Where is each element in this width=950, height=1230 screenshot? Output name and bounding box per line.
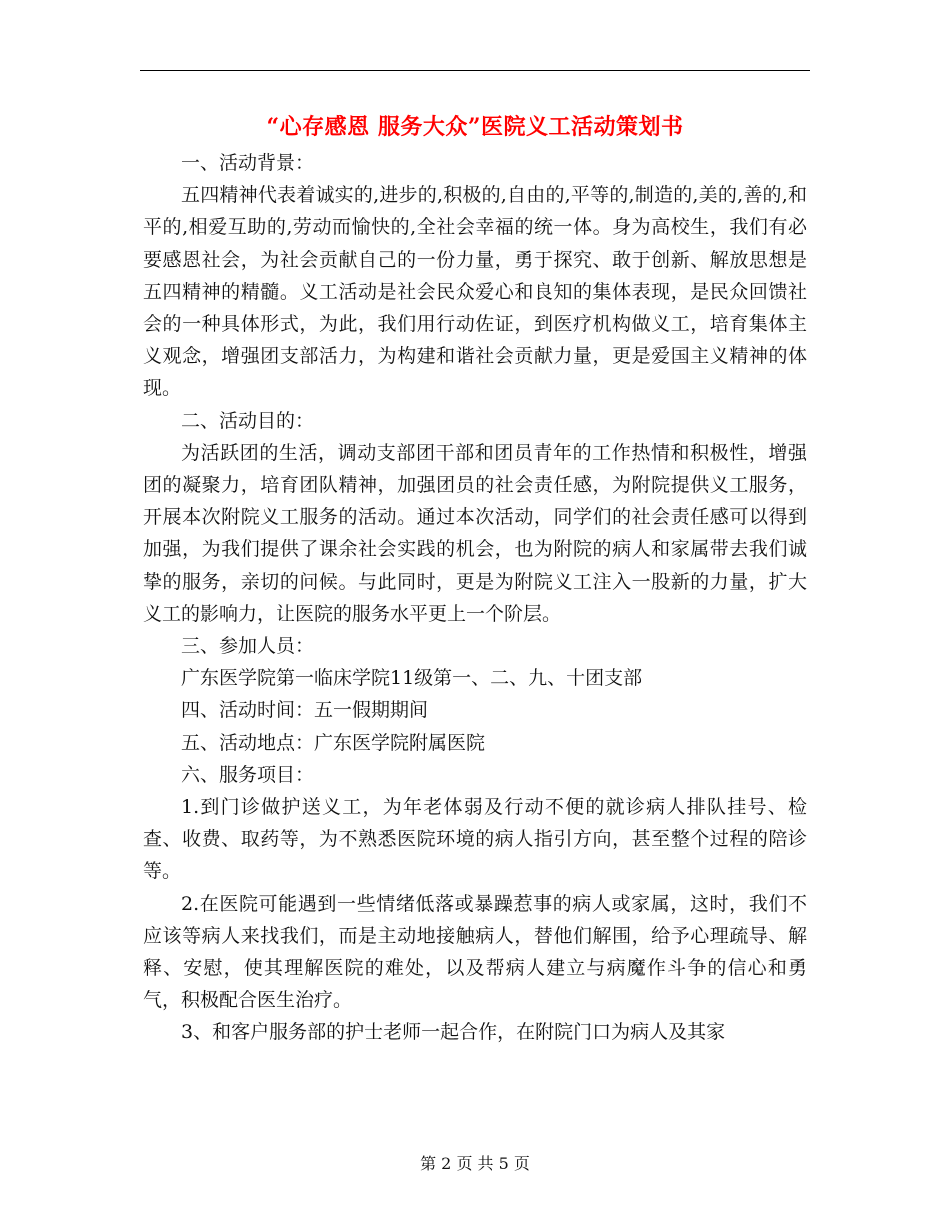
section-heading-purpose: 二、活动目的： xyxy=(181,409,315,432)
section-heading-services: 六、服务项目： xyxy=(181,763,315,786)
service-item-3: 3、和客户服务部的护士老师一起合作，在附院门口为病人及其家 xyxy=(181,1021,726,1044)
footer-page-middle: 页 共 xyxy=(456,1154,494,1173)
service-item-2: 2.在医院可能遇到一些情绪低落或暴躁惹事的病人或家属，这时，我们不应该等病人来找我们，而是主动地接触病人，替他们解围，给予心理疏导、解释、安慰，使其理解医院的难处，以及帮病人建立与病魔作斗争的信心和勇气，积极配合医生治疗。 xyxy=(143,892,807,1012)
paragraph-purpose: 为活跃团的生活，调动支部团干部和团员青年的工作热情和积极性，增强团的凝聚力，培育团队精神，加强团员的社会责任感，为附院提供义工服务，开展本次附院义工服务的活动。通过本次活动，同学们的社会责任感可以得到加强，为我们提供了课余社会实践的机会，也为附院的病人和家属带去我们诚挚的服务，亲切的问候。与此同时，更是为附院义工注入一股新的力量，扩大义工的影响力，让医院的服务水平更上一个阶层。 xyxy=(143,441,807,625)
section-heading-participants: 三、参加人员： xyxy=(181,635,315,658)
paragraph-participants: 广东医学院第一临床学院11级第一、二、九、十团支部 xyxy=(181,667,643,690)
section-heading-background: 一、活动背景： xyxy=(181,152,315,174)
document-title: “心存感恩 服务大众”医院义工活动策划书 xyxy=(266,114,684,140)
page-footer xyxy=(0,1152,950,1176)
document-body xyxy=(143,147,807,1049)
footer-page-current: 2 xyxy=(441,1154,452,1173)
section-activity-location: 五、活动地点：广东医学院附属医院 xyxy=(181,731,486,754)
footer-page-prefix: 第 xyxy=(420,1154,437,1173)
section-activity-time: 四、活动时间：五一假期期间 xyxy=(181,699,429,722)
paragraph-background: 五四精神代表着诚实的,进步的,积极的,自由的,平等的,制造的,美的,善的,和平的,相爱互助的,劳动而愉快的,全社会幸福的统一体。身为高校生，我们有必要感恩社会，为社会贡献自己的一份力量，勇于探究、敢于创新、解放思想是五四精神的精髓。义工活动是社会民众爱心和良知的集体表现，是民众回馈社会的一种具体形式，为此，我们用行动佐证，到医疗机构做义工，培育集体主义观念，增强团支部活力，为构建和谐社会贡献力量，更是爱国主义精神的体现。 xyxy=(143,184,807,400)
footer-page-total: 5 xyxy=(498,1154,509,1173)
footer-page-suffix: 页 xyxy=(513,1154,530,1173)
header-rule xyxy=(140,70,810,71)
service-item-1: 1.到门诊做护送义工，为年老体弱及行动不便的就诊病人排队挂号、检查、收费、取药等，为不熟悉医院环境的病人指引方向，甚至整个过程的陪诊等。 xyxy=(143,796,807,883)
